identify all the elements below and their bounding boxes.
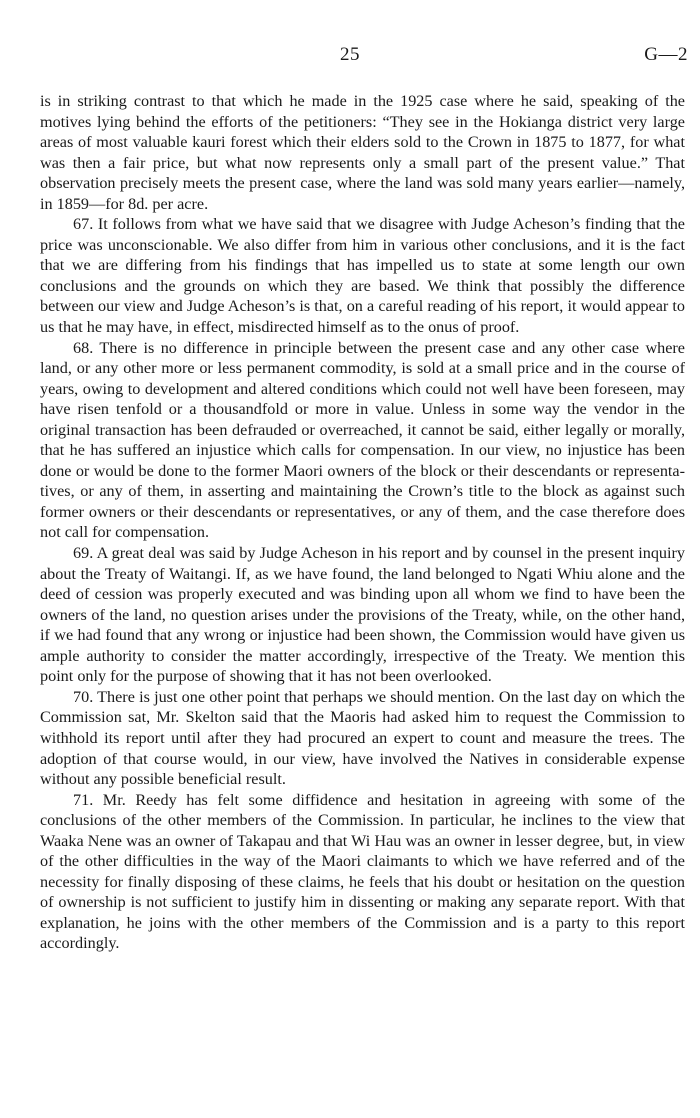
body-text <box>40 91 685 954</box>
page-number: 25 <box>340 44 360 65</box>
paragraph-continuation: is in striking contrast to that which he made in the 1925 case where he said, speaking of the motives lying behind the efforts of the petitioners: “They see in the Hokianga district very large areas of most valuable kauri forest which their elders sold to the Crown in 1875 to 1877, for what was then a fair price, but what now represents only a small part of the present value.” That observation precisely meets the present case, where the land was sold many years earlier—namely, in 1859—for 8d. per acre. <box>40 92 685 213</box>
document-reference: G—2 <box>644 44 688 65</box>
paragraph-70: 70. There is just one other point that perhaps we should mention. On the last day on which the Commission sat, Mr. Skelton said that the Maoris had asked him to request the Commission to withhold its report until after they had procured an expert to count and measure the trees. The adoption of that course would, in our view, have involved the Natives in considerable expense without any possible beneficial result. <box>40 687 685 789</box>
paragraph-69: 69. A great deal was said by Judge Acheson in his report and by counsel in the present inquiry about the Treaty of Waitangi. If, as we have found, the land belonged to Ngati Whiu alone and the deed of cession was properly executed and was binding upon all whom we find to have been the owners of the land, no question arises under the provisions of the Treaty, while, on the other hand, if we had found that any wrong or injustice had been shown, the Commission would have given us ample authority to consider the matter accordingly, irrespective of the Treaty. We mention this point only for the purpose of showing that it has not been overlooked. <box>40 544 685 686</box>
paragraph-67: 67. It follows from what we have said that we disagree with Judge Acheson’s finding that the price was unconscionable. We also differ from him in various other conclusions, and it is the fact that we are differing from his findings that has impelled us to state at some length our own conclusions and the grounds on which they are based. We think that possibly the difference between our view and Judge Acheson’s is that, on a careful reading of his report, it would appear to us that he may have, in effect, misdirected himself as to the onus of proof. <box>40 215 685 337</box>
paragraph-71: 71. Mr. Reedy has felt some diffidence and hesitation in agreeing with some of the conclusions of the other members of the Commission. In particular, he inclines to the view that Waaka Nene was an owner of Takapau and that Wi Hau was an owner in lesser degree, but, in view of the other difficulties in the way of the Maori claimants to which we have referred and of the necessity for finally disposing of these claims, he feels that his doubt or hesitation on the question of ownership is not sufficient to justify him in dissenting or making any separate report. With that explanation, he joins with the other members of the Commission and is a party to this report accordingly. <box>40 790 685 953</box>
paragraph-68: 68. There is no difference in principle between the present case and any other case where land, or any other more or less permanent commodity, is sold at a small price and in the course of years, owing to development and altered conditions which could not well have been foreseen, may have risen tenfold or a thousandfold or more in value. Unless in some way the vendor in the original transaction has been defrauded or overreached, it cannot be said, either legally or morally, that he has suffered an injustice which calls for compensation. In our view, no injustice has been done or would be done to the former Maori owners of the block or their descendants or representatives, or any of them, in asserting and maintaining the Crown’s title to the block as against such former owners or their descendants or representatives, or any of them, and the case therefore does not call for compensation. <box>40 338 685 542</box>
